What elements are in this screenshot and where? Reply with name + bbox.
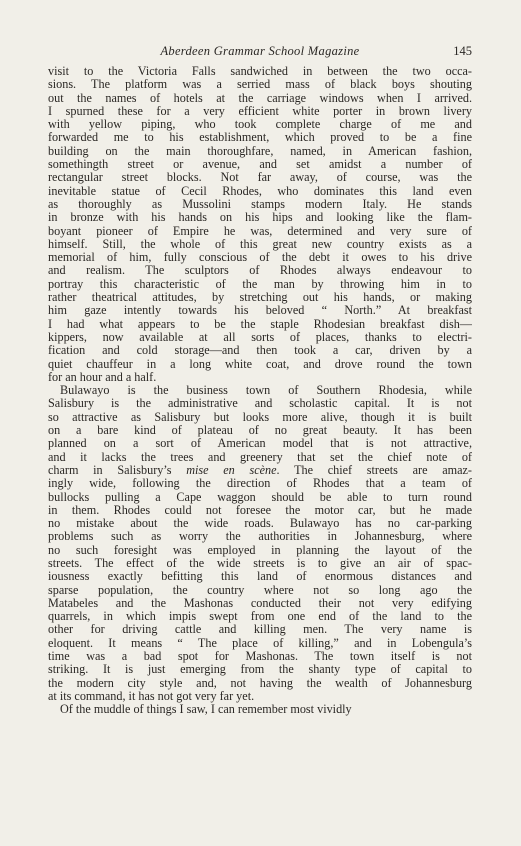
text-line [48, 464, 472, 477]
text-line: so attractive as Salisbury but looks more alive, though it is built [48, 410, 472, 424]
text-line: time was a bad spot for Mashonas. The town itself is not [48, 650, 472, 664]
text-line: building on the main thoroughfare, named, in American fashion, [48, 144, 472, 158]
text-line: ingly wide, following the direction of Rhodes that a team of [48, 477, 472, 491]
text-line: no such foresight was employed in planning the layout of the [48, 543, 472, 557]
text-segment: charm in Salisbury’s [48, 463, 187, 477]
text-line: boyant pioneer of Empire he was, determined and very sure of [48, 224, 472, 238]
text-line: for an hour and a half. [48, 370, 157, 384]
italic-phrase: mise en scène [186, 463, 277, 477]
text-line: himself. Still, the whole of this great new country exists as a [48, 237, 472, 251]
text-line: quiet chauffeur in a long white coat, and drove round the town [48, 357, 472, 371]
text-line: streets. The effect of the wide streets is to give an air of spac- [48, 556, 472, 570]
text-line: rectangular street blocks. Not far away, of course, was the [48, 171, 472, 185]
body-text [48, 65, 472, 717]
text-line: planned on a sort of American model that is not attractive, [48, 437, 472, 451]
text-line: I had what appears to be the staple Rhodesian breakfast dish— [48, 317, 472, 331]
text-line: visit to the Victoria Falls sandwiched in between the two occa- [48, 65, 472, 78]
text-segment: . The chief streets are amaz- [276, 463, 472, 477]
text-line: and realism. The sculptors of Rhodes always endeavour to [48, 264, 472, 278]
text-line: bullocks pulling a Cape waggon should be able to turn round [48, 490, 472, 504]
text-line: the modern city style and, not having the wealth of Johannesburg [48, 676, 472, 690]
text-line: forwarded me to his establishment, which proved to be a fine [48, 131, 472, 145]
text-line: in them. Rhodes could not foresee the motor car, but he made [48, 503, 472, 517]
text-line: on a bare kind of plateau of no great beauty. It has been [48, 424, 472, 438]
text-line: no mistake about the wide roads. Bulawayo has no car-parking [48, 517, 472, 531]
text-line: Salisbury is the administrative and scholastic capital. It is not [48, 397, 472, 411]
text-line: portray this characteristic of the man by throwing him in to [48, 277, 472, 291]
text-line: sparse population, the country where not so long ago the [48, 583, 472, 597]
text-line: as thoroughly as Mussolini stamps modern Italy. He stands [48, 197, 472, 211]
text-line: eloquent. It means “ The place of killing,” and in Lobengula’s [48, 636, 472, 650]
text-line: with yellow piping, who took complete charge of me and [48, 118, 472, 132]
text-line: and it lacks the trees and greenery that set the chief note of [48, 450, 472, 464]
text-line: quarrels, in which impis swept from one end of the land to the [48, 610, 472, 624]
text-line: Bulawayo is the business town of Southern Rhodesia, while [60, 384, 472, 398]
text-line: out the names of hotels at the carriage windows when I arrived. [48, 91, 472, 105]
text-line: somethingth street or avenue, and set amidst a number of [48, 158, 472, 172]
page-number: 145 [453, 44, 472, 58]
text-line: fication and cold storage—and then took a car, driven by a [48, 344, 472, 358]
text-line: in bronze with his hands on his hips and looking like the flam- [48, 211, 472, 225]
text-line: problems such as worry the authorities in Johannesburg, where [48, 530, 472, 544]
text-line: other for driving cattle and killing men. The very name is [48, 623, 472, 637]
text-line: at its command, it has not got very far yet. [48, 689, 255, 703]
text-line: kippers, now available at all sorts of places, thanks to electri- [48, 330, 472, 344]
text-line: I spurned these for a very efficient white porter in brown livery [48, 104, 472, 118]
page-header [48, 44, 472, 60]
text-line: sions. The platform was a serried mass of black boys shouting [48, 78, 472, 92]
text-line: Matabeles and the Mashonas conducted their not very edifying [48, 596, 472, 610]
text-line: rather theatrical attitudes, by stretching out his hands, or making [48, 291, 472, 305]
running-title: Aberdeen Grammar School Magazine [160, 44, 360, 58]
text-line: Of the muddle of things I saw, I can remember most vividly [60, 703, 352, 717]
text-line: striking. It is just emerging from the shanty type of capital to [48, 663, 472, 677]
text-line: him gaze intently towards his beloved “ North.” At breakfast [48, 304, 472, 318]
text-line: inevitable statue of Cecil Rhodes, who dominates this land even [48, 184, 472, 198]
text-line: iousness exactly befitting this land of enormous distances and [48, 570, 472, 584]
text-line: memorial of him, fully conscious of the debt it owes to his drive [48, 251, 472, 265]
